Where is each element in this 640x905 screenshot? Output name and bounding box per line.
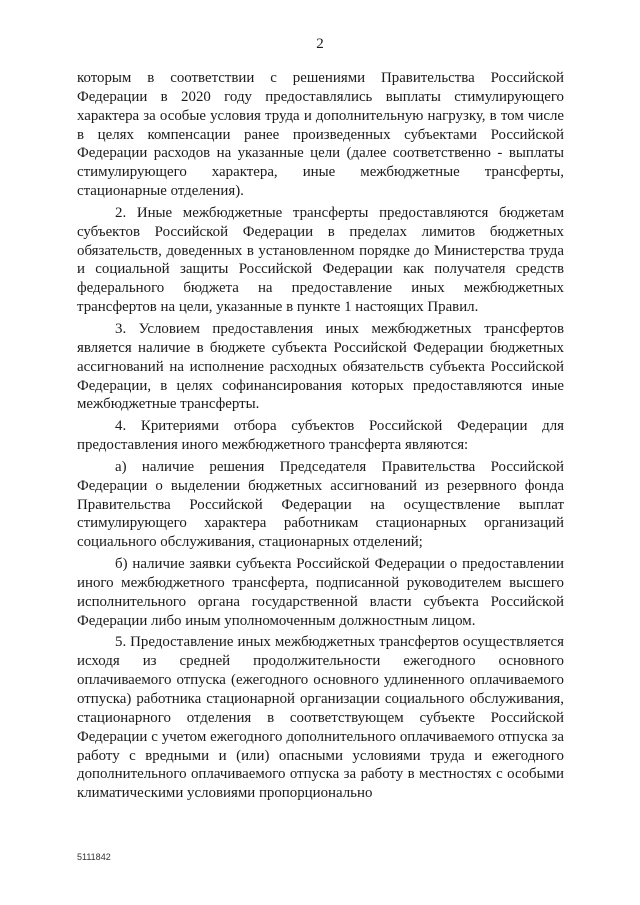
document-code: 5111842 <box>77 852 111 862</box>
paragraph-3: 3. Условием предоставления иных межбюджетных трансфертов является наличие в бюджете субъекта Российской Федерации бюджетных ассигнований на исполнение расходных обязательств субъекта Российской Федерации, в целях софинансирования которых предоставляются иные межбюджетные трансферты. <box>77 320 564 413</box>
paragraph-4: 4. Критериями отбора субъектов Российской Федерации для предоставления иного межбюджетного трансферта являются: <box>77 418 564 454</box>
paragraph-4b: б) наличие заявки субъекта Российской Федерации о предоставлении иного межбюджетного трансферта, подписанной руководителем высшего исполнительного органа государственной власти субъекта Российской Федерации либо иным уполномоченным должностным лицом. <box>77 556 564 629</box>
page-number: 2 <box>316 36 324 52</box>
paragraph-2: 2. Иные межбюджетные трансферты предоставляются бюджетам субъектов Российской Федерации в пределах лимитов бюджетных обязательств, доведенных в установленном порядке до Министерства труда и социальной защиты Российской Федерации как получателя средств федерального бюджета на предоставление иных межбюджетных трансфертов на цели, указанные в пункте 1 настоящих Правил. <box>77 204 564 316</box>
paragraph-4a: а) наличие решения Председателя Правительства Российской Федерации о выделении бюджетных ассигнований из резервного фонда Правительства Российской Федерации на осуществление выплат стимулирующего характера работникам стационарных организаций социального обслуживания, стационарных отделений; <box>77 458 564 551</box>
paragraph-continuation: которым в соответствии с решениями Правительства Российской Федерации в 2020 году предоставлялись выплаты стимулирующего характера за особые условия труда и дополнительную нагрузку, в том числе в целях компенсации ранее произведенных субъектами Российской Федерации расходов на указанные цели (далее соответственно - выплаты стимулирующего характера, иные межбюджетные трансферты, стационарные отделения). <box>77 70 564 200</box>
document-body <box>77 69 564 806</box>
paragraph-5: 5. Предоставление иных межбюджетных трансфертов осуществляется исходя из средней продолжительности ежегодного основного оплачиваемого отпуска (ежегодного основного удлиненного оплачиваемого отпуска) работника стационарной организации социального обслуживания, стационарного отделения в соответствующем субъекте Российской Федерации с учетом ежегодного дополнительного оплачиваемого отпуска за работу с вредными и (или) опасными условиями труда и ежегодного дополнительного оплачиваемого отпуска за работу в местностях с особыми климатическими условиями пропорционально <box>77 634 564 802</box>
